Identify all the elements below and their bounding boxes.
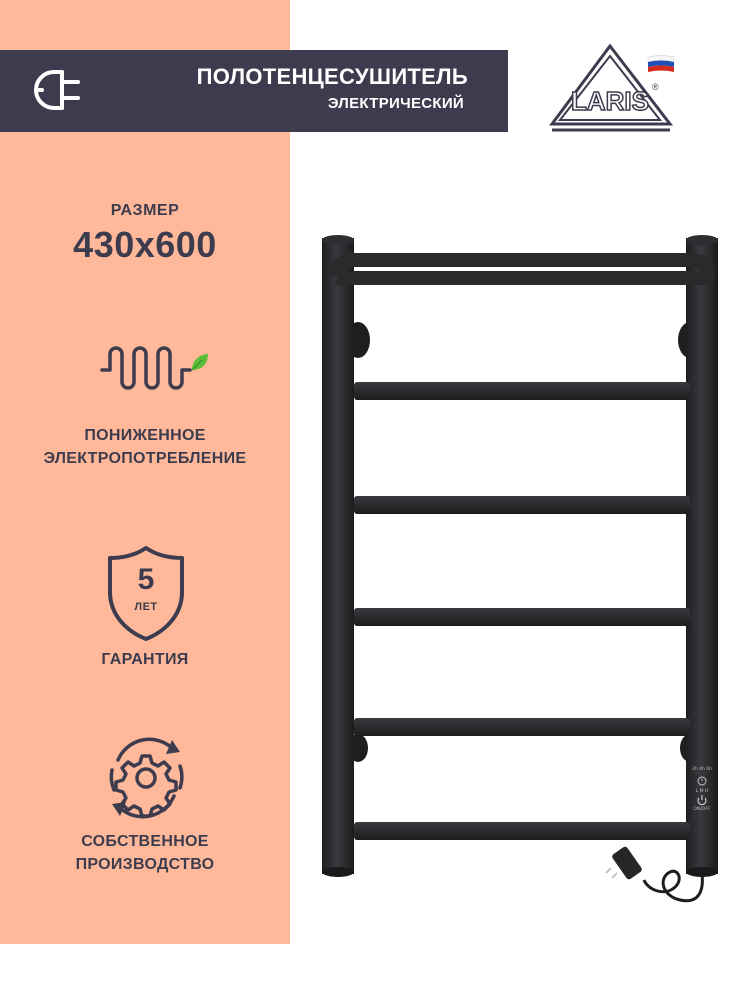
plug-icon <box>606 846 643 881</box>
feature-power-line2: ЭЛЕКТРОПОТРЕБЛЕНИЕ <box>43 450 247 467</box>
banner-title: ПОЛОТЕНЦЕСУШИТЕЛЬ <box>196 64 468 89</box>
russia-flag-icon <box>646 54 676 76</box>
rail-rung <box>354 822 690 840</box>
rail-rung <box>354 496 690 514</box>
feature-power-line1: ПОНИЖЕННОЕ <box>84 427 206 444</box>
svg-text:LARIS: LARIS <box>571 86 649 116</box>
feature-power-text <box>0 424 290 470</box>
rail-rung <box>354 382 690 400</box>
timer-marks: 2h 4h 6h <box>691 767 713 772</box>
svg-text:®: ® <box>652 82 659 92</box>
mode-marks: L M H <box>695 789 709 794</box>
towel-rail-product-image <box>318 228 730 910</box>
heating-wave-leaf-icon <box>98 340 210 398</box>
left-post <box>322 238 354 874</box>
plug-icon <box>34 66 92 114</box>
warranty-years-number: 5 <box>137 563 155 596</box>
gear-cycle-icon <box>98 730 194 826</box>
size-value: 430x600 <box>73 224 217 265</box>
size-label: РАЗМЕР <box>110 202 180 219</box>
rail-rung <box>354 608 690 626</box>
rail-rung <box>354 718 690 736</box>
warranty-years-unit: ЛЕТ <box>134 601 158 613</box>
feature-production-text <box>0 830 290 876</box>
feature-warranty-text: ГАРАНТИЯ <box>101 651 189 668</box>
top-rail-bar <box>336 260 708 286</box>
feature-production-line2: ПРОИЗВОДСТВО <box>75 856 215 873</box>
power-label: ON/OFF <box>693 807 711 812</box>
banner-subtitle: ЭЛЕКТРИЧЕСКИЙ <box>327 95 464 112</box>
feature-production-line1: СОБСТВЕННОЕ <box>81 833 209 850</box>
